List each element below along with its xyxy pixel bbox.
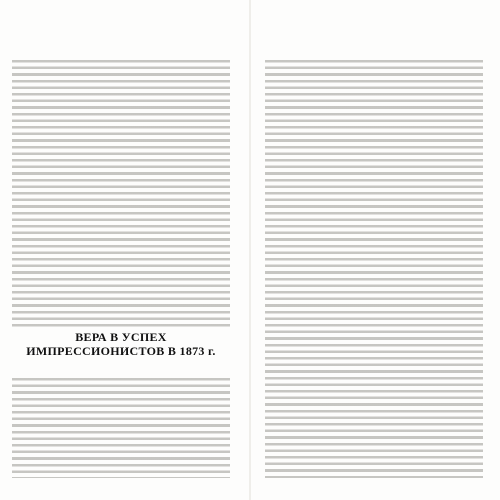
section-heading-line-2: ИМПРЕССИОНИСТОВ В 1873 г. <box>26 344 216 358</box>
right-page-column <box>265 60 483 478</box>
section-heading-line-1: ВЕРА В УСПЕХ <box>75 330 167 344</box>
page-gutter <box>249 0 251 500</box>
left-page-column <box>12 60 230 478</box>
right-body-text-placeholder <box>265 60 483 478</box>
section-heading <box>12 330 230 358</box>
left-body-text-top-placeholder <box>12 60 230 328</box>
left-body-text-bottom-placeholder <box>12 378 230 478</box>
